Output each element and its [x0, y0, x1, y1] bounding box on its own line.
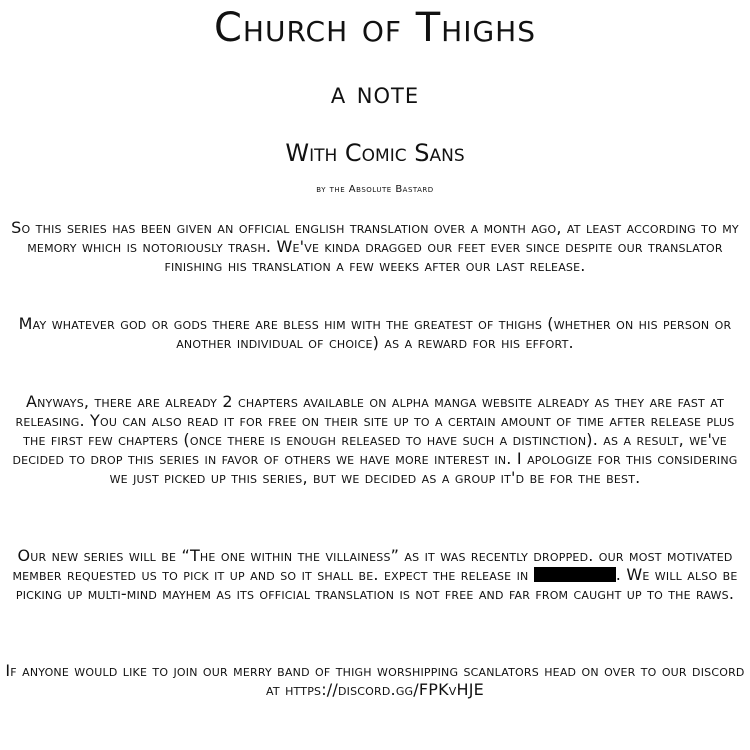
- paragraph-drop-series: Anyways, there are already 2 chapters available on alpha manga website already as they are fast at releasing. You can also read it for free on their site up to a certain amount of time after release plus the first few chapters (once there is enough released to have such a distinction). as a result, we've decided to drop this series in favor of others we have more interest in. I apologize for this considering we just picked up this series, but we decided as a group it'd be for the best.: [12, 392, 738, 487]
- page-title: Church of Thighs: [214, 5, 536, 51]
- paragraph-translator-blessing: May whatever god or gods there are bless him with the greatest of thighs (whether on his person or another individual of choice) as a reward for his effort.: [18, 314, 732, 352]
- redaction-bar: [534, 567, 616, 582]
- new-series-text-end: . We will also be picking up multi-mind mayhem as its official translation is not free and far from caught up to the raws.: [15, 565, 738, 603]
- paragraph-discord-invite: If anyone would like to join our merry band of thigh worshipping scanlators head on over to our discord at https://discord.gg/FPKvHJE: [5, 661, 745, 699]
- byline: by the Absolute Bastard: [316, 184, 434, 195]
- font-note: With Comic Sans: [285, 139, 465, 167]
- paragraph-new-series: [4, 546, 746, 603]
- new-series-text-start: Our new series will be “The one within the villainess” as it was recently dropped. our most motivated member requested us to pick it up and so it shall be. expect the release in: [12, 546, 733, 584]
- page-subtitle: a note: [330, 76, 420, 111]
- paragraph-translation-news: So this series has been given an official english translation over a month ago, at least according to my memory which is notoriously trash. We've kinda dragged our feet ever since despite our translator finishing his translation a few weeks after our last release.: [11, 218, 739, 275]
